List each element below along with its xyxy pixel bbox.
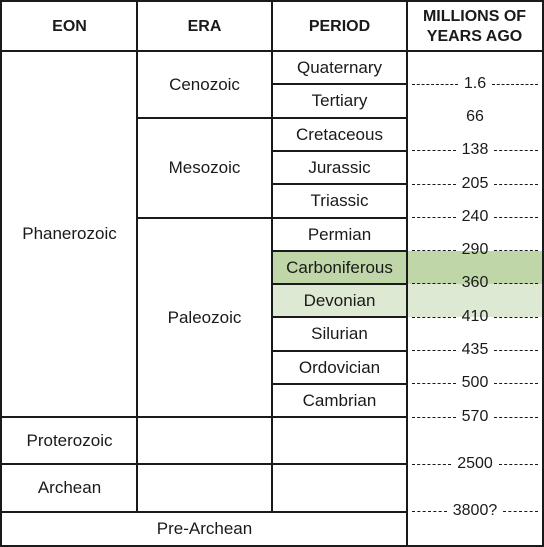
era-paleozoic: Paleozoic [167, 307, 242, 327]
period-ordovician: Ordovician [298, 357, 381, 377]
eon-proterozoic: Proterozoic [26, 430, 113, 450]
eon-line-3 [0, 511, 408, 513]
border-left [0, 0, 2, 547]
boundary-tick [409, 501, 541, 521]
boundary-tick [409, 174, 541, 194]
eon-phanerozoic: Phanerozoic [22, 224, 117, 243]
boundary-value: 570 [461, 408, 489, 425]
period-cambrian: Cambrian [302, 390, 377, 410]
boundary-tick [409, 74, 541, 94]
boundary-tick [409, 407, 541, 427]
boundary-value: 360 [461, 274, 489, 291]
boundary-value: 138 [461, 141, 489, 158]
header-line [0, 50, 544, 52]
boundary-tick [409, 107, 541, 127]
period-line [271, 283, 408, 285]
period-line [271, 350, 408, 352]
era-line-2 [136, 217, 272, 219]
boundary-value: 410 [461, 308, 489, 325]
header-time [407, 2, 542, 51]
boundary-value: 240 [461, 208, 489, 225]
boundary-value: 1.6 [463, 75, 487, 92]
boundary-value: 2500 [457, 455, 493, 472]
boundary-value: 205 [461, 175, 489, 192]
header-time-line1: MILLIONS OF [422, 7, 527, 25]
col-line-2 [271, 0, 273, 512]
period-carboniferous: Carboniferous [286, 257, 393, 277]
boundary-value: 3800? [452, 502, 498, 519]
boundary-tick [409, 373, 541, 393]
boundary-tick [409, 454, 541, 474]
period-line [271, 183, 408, 185]
boundary-value: 290 [461, 241, 489, 258]
period-quaternary: Quaternary [296, 57, 383, 77]
header-period: PERIOD [308, 17, 371, 35]
boundary-value: 435 [461, 341, 489, 358]
period-silurian: Silurian [311, 324, 368, 343]
period-line [271, 383, 408, 385]
boundary-tick [409, 307, 541, 327]
eon-line-2 [0, 463, 408, 465]
period-devonian: Devonian [303, 290, 376, 310]
period-line [271, 217, 408, 219]
era-mesozoic: Mesozoic [168, 158, 241, 177]
period-triassic: Triassic [310, 191, 369, 210]
eon-pre-archean: Pre-Archean [156, 518, 253, 538]
boundary-tick [409, 273, 541, 293]
boundary-tick [409, 340, 541, 360]
boundary-tick [409, 140, 541, 160]
eon-archean: Archean [37, 478, 102, 497]
boundary-value: 66 [466, 108, 484, 125]
header-era: ERA [187, 17, 222, 35]
period-permian: Permian [307, 224, 372, 244]
period-line [271, 250, 408, 252]
period-tertiary: Tertiary [311, 91, 368, 110]
col-line-1 [136, 0, 138, 512]
era-line-1 [136, 117, 272, 119]
boundary-tick [409, 207, 541, 227]
period-line [271, 150, 408, 152]
boundary-tick [409, 240, 541, 260]
period-line [271, 316, 408, 318]
period-jurassic: Jurassic [308, 157, 371, 177]
header-eon: EON [52, 17, 87, 35]
era-cenozoic: Cenozoic [169, 74, 240, 94]
period-line [271, 117, 408, 119]
period-line [271, 83, 408, 85]
header-time-line2: YEARS AGO [426, 27, 523, 45]
eon-line-1 [0, 416, 408, 418]
period-cretaceous: Cretaceous [296, 124, 383, 144]
boundary-value: 500 [461, 374, 489, 391]
